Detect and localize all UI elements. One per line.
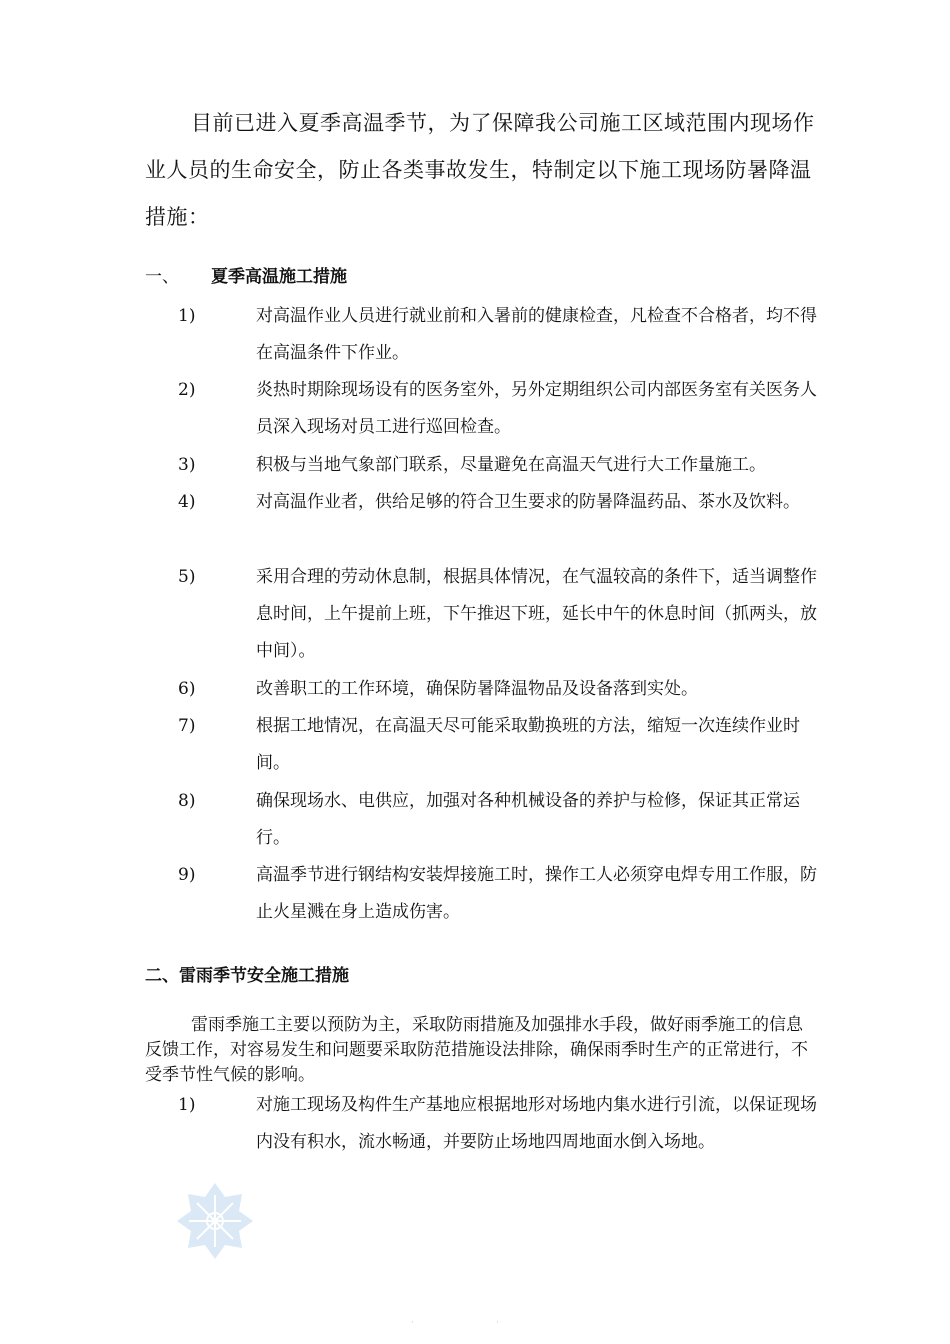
list-item-number: 8) — [178, 791, 196, 811]
list-item-text: 高温季节进行钢结构安装焊接施工时，操作工人必须穿电焊专用工作服，防止火星溅在身上造成伤害。 — [256, 865, 817, 922]
list-item-number: 6) — [178, 679, 196, 699]
list-item-text: 采用合理的劳动休息制，根据具体情况，在气温较高的条件下，适当调整作息时间，上午提前上班，下午推迟下班，延长中午的休息时间（抓两头，放中间）。 — [256, 567, 817, 661]
list-item-number: 4) — [178, 492, 196, 512]
intro-paragraph: 目前已进入夏季高温季节，为了保障我公司施工区域范围内现场作业人员的生命安全，防止各类事故发生，特制定以下施工现场防暑降温措施： — [145, 111, 815, 229]
list-item-text: 对高温作业者，供给足够的符合卫生要求的防暑降温药品、茶水及饮料。 — [256, 492, 800, 512]
list-item-number: 1) — [178, 306, 196, 326]
list-item-text: 对高温作业人员进行就业前和入暑前的健康检查，凡检查不合格者，均不得在高温条件下作业。 — [256, 306, 817, 363]
section1-title: 夏季高温施工措施 — [211, 267, 347, 287]
list-item-number: 7) — [178, 716, 196, 736]
section1-heading — [145, 262, 347, 287]
section1-number: 一、 — [145, 267, 179, 287]
list-item-text: 确保现场水、电供应，加强对各种机械设备的养护与检修，保证其正常运行。 — [256, 791, 800, 848]
list-item-number: 5) — [178, 567, 196, 587]
list-item-number: 3) — [178, 455, 196, 475]
section2-paragraph: 雷雨季施工主要以预防为主，采取防雨措施及加强排水手段，做好雨季施工的信息反馈工作，对容易发生和问题要采取防范措施设法排除，确保雨季时生产的正常进行，不受季节性气候的影响。 — [145, 1015, 808, 1085]
snowflake-icon — [176, 1182, 254, 1260]
list-item-text: 对施工现场及构件生产基地应根据地形对场地内集水进行引流，以保证现场内没有积水，流水畅通，并要防止场地四周地面水倒入场地。 — [256, 1095, 817, 1152]
list-item-text: 炎热时期除现场设有的医务室外，另外定期组织公司内部医务室有关医务人员深入现场对员工进行巡回检查。 — [256, 380, 817, 437]
list-item-number: 1) — [178, 1095, 196, 1115]
section2-heading: 二、雷雨季节安全施工措施 — [145, 966, 349, 986]
list-item-text: 根据工地情况，在高温天尽可能采取勤换班的方法，缩短一次连续作业时间。 — [256, 716, 800, 773]
list-item-text: 积极与当地气象部门联系，尽量避免在高温天气进行大工作量施工。 — [256, 455, 766, 475]
list-item-number: 9) — [178, 865, 196, 885]
list-item-number: 2) — [178, 380, 196, 400]
list-item-text: 改善职工的工作环境，确保防暑降温物品及设备落到实处。 — [256, 679, 698, 699]
footer-dots: · · — [411, 1318, 539, 1327]
